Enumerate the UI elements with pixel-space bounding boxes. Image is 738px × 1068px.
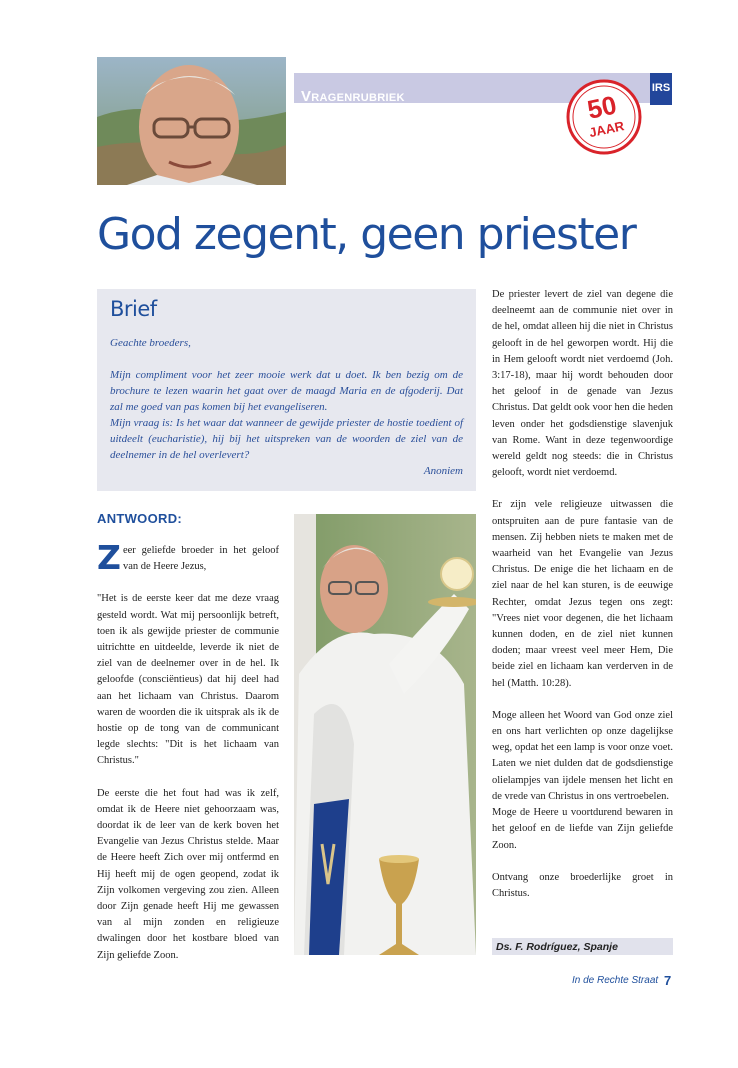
- body-paragraph: De priester levert de ziel van degene die deelneemt aan de communie niet over in de hel, omdat alleen hij die niet in Christus gelooft in de hel geworpen wordt. Hij die in Hem gelooft wordt niet verdoemd (Joh. 3:17-18), maar hij wordt behouden door het geloof in de genade van Jezus Christus. Dat geldt ook voor hen die heden leven onder het godsdienstige slavenjuk van Rome. Want in deze tegenwoordige wereld geldt nog steeds: die in Christus gelooft, wordt niet verdoemd.: [492, 289, 673, 479]
- letter-paragraph: Mijn compliment voor het zeer mooie werk dat u doet. Ik ben bezig om de brochure te lezen waarin het gaat over de maagd Maria en de afgoderij. Dat zal me goed van pas komen bij het evangeliseren.: [110, 369, 463, 413]
- answer-column: [97, 538, 279, 980]
- title-bold: God zegent,: [97, 209, 348, 260]
- body-paragraph: Er zijn vele religieuze uitwassen die ontspruiten aan de pure fantasie van de mensen. Zij hebben niets te maken met de waarheid van het Evangelie van Jezus Christus. De enige die het lichaam en de ziel naar de hel kan sturen, is de eeuwige Rechter, omdat Jezus tegen ons zegt: "Vrees niet voor degenen, die het lichaam kunnen doden, en de ziel niet kunnen doden; maar vreest veel meer Hem, Die beide ziel en lichaam kan verderven in de hel (Matth. 10:28).: [492, 499, 673, 689]
- body-paragraph: Moge de Heere u voortdurend bewaren in het geloof en de liefde van Zijn geliefde Zoon.: [492, 807, 673, 851]
- magazine-name: In de Rechte Straat: [572, 975, 659, 986]
- body-paragraph: Moge alleen het Woord van God onze ziel en ons hart verlichten op onze dagelijkse weg, opdat het een lamp is voor onze voet. Laten we niet dulden dat de godsdienstige olielampjes van ijdele mensen het licht en de vrede van Christus in ons vertroebelen.: [492, 709, 673, 802]
- answer-paragraph: "Het is de eerste keer dat me deze vraag gesteld wordt. Wat mij persoonlijk betreft, toen ik als gewijde priester de communie uitrichtte en uitdeelde, leverde ik niet de ziel van de deelnemer over in de hel. Ik geloofde (consciëntieus) dat hij deel had aan het lichaam van Christus. Daarom waren de woorden die ik uitsprak als ik de hostie op de tong van de communicant legde slechts: "Dit is het lichaam van Christus.": [97, 593, 279, 767]
- title-light: geen priester: [347, 209, 636, 260]
- letter-heading: Brief: [110, 297, 157, 321]
- anniversary-seal: [565, 78, 643, 156]
- irs-logo: IRS: [650, 73, 672, 105]
- page-title: [97, 205, 635, 265]
- author-portrait-photo: [97, 57, 286, 185]
- answer-heading: ANTWOORD:: [97, 511, 183, 526]
- seal-number: 50: [584, 89, 620, 125]
- answer-intro: [97, 538, 279, 577]
- answer-intro-text: eer geliefde broeder in het geloof van de Heere Jezus,: [122, 545, 279, 573]
- closing-greeting: Ontvang onze broederlijke groet in Christus.: [492, 871, 673, 899]
- portrait-image: [97, 57, 286, 185]
- letter-box: [97, 289, 476, 491]
- letter-greeting: Geachte broeders,: [110, 337, 191, 349]
- letter-question: Mijn vraag is: Is het waar dat wanneer de gewijde priester de hostie toedient of uitdeelt (eucharistie), hij bij het uitspreken van de woorden de ziel van de deelnemer in de hel overlevert?: [110, 417, 463, 461]
- drop-cap: Z: [97, 538, 121, 577]
- seal-text: JAAR: [587, 118, 626, 141]
- answer-paragraph: De eerste die het fout had was ik zelf, omdat ik de Heere niet gehoorzaam was, doordat ik de leer van de kerk boven het Evangelie van Jezus Christus stelde. Maar de Heere heeft Zich over mij ontfermd en Hij heeft mij de ogen geopend, zodat ik Zijn volkomen vergeving zou zien. Alleen door Zijn genade heeft Hij me gewassen van al mijn zonden en religieuze dwalingen door het kostbare bloed van Zijn geliefde Zoon.: [97, 787, 279, 961]
- page-number: 7: [664, 973, 672, 988]
- right-column: [492, 287, 673, 918]
- priest-eucharist-photo: [294, 514, 476, 955]
- letter-signature: Anoniem: [423, 465, 463, 477]
- author-signature: Ds. F. Rodríguez, Spanje: [496, 941, 618, 953]
- priest-image: [294, 514, 476, 955]
- rubric-label: Vragenrubriek: [301, 88, 405, 105]
